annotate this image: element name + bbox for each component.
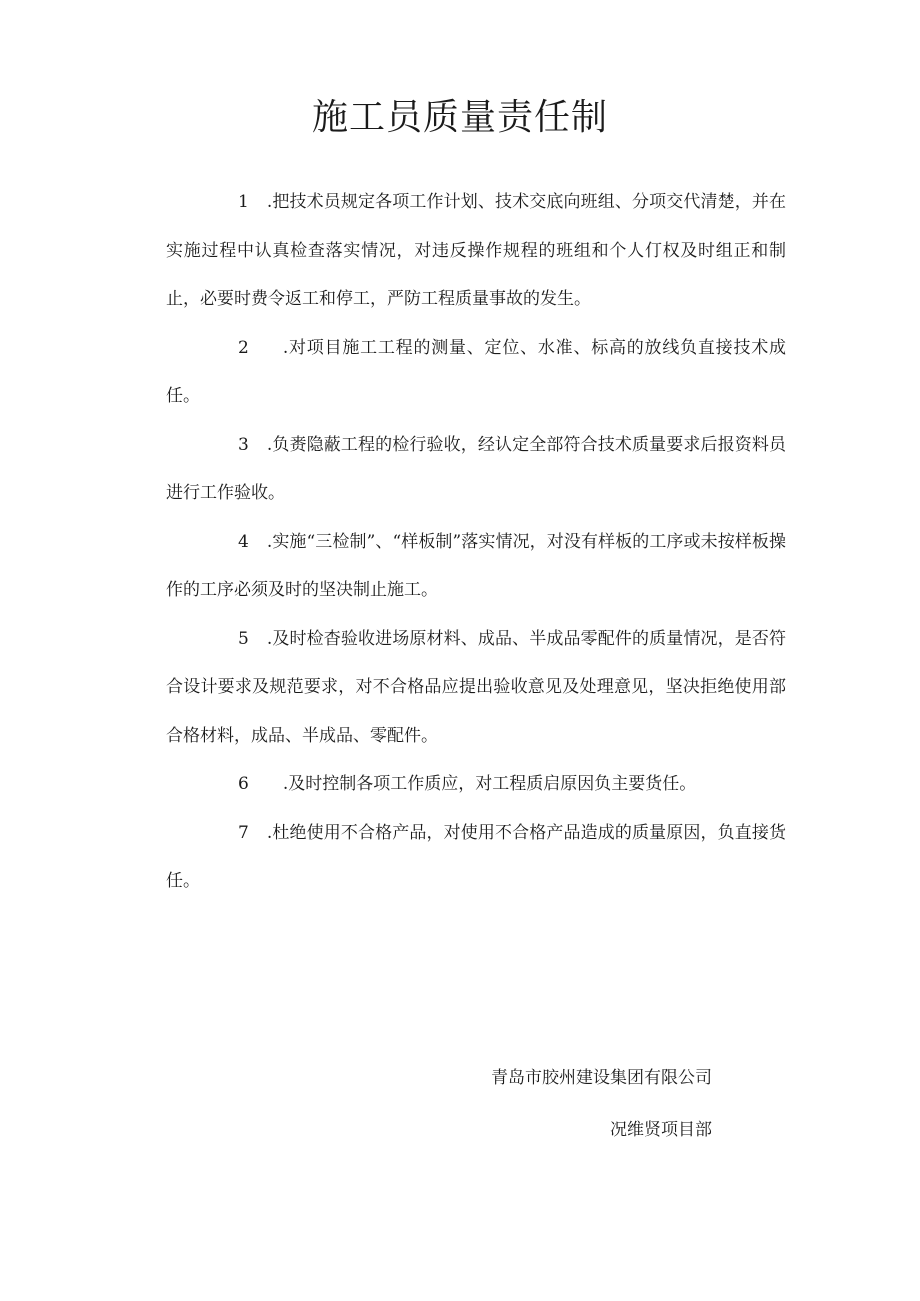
item-number: 1: [238, 192, 249, 212]
item-number: 4: [238, 531, 249, 552]
signature-company: 青岛市胶州建设集团有限公司: [491, 1068, 712, 1088]
item-number: 5: [238, 628, 249, 649]
list-item: [166, 760, 786, 809]
item-number: 2: [238, 337, 249, 358]
item-text: .及时控制各项工作质应，对工程质启原因负主要货任。: [282, 774, 697, 794]
responsibility-list: [166, 178, 786, 906]
item-text: .把技术员规定各项工作计划、技术交底向班组、分项交代清楚，并在实施过程中认真检查落实情况，对违反操作规程的班组和个人仃权及时组正和制止，必要时费令返工和停工，严防工程质量事故的发生。: [166, 192, 786, 309]
item-text: .负赉隐蔽工程的检行验收，经认定全部符合技术质量要求后报资料员进行工作验收。: [166, 434, 786, 503]
list-item: [166, 178, 786, 324]
item-text: .对项目施工工程的测量、定位、水准、标高的放线负直接技术成任。: [166, 337, 786, 406]
list-item: [166, 809, 786, 906]
list-item: [166, 615, 786, 761]
item-text: .杜绝使用不合格产品，对使用不合格产品造成的质量原因，负直接货任。: [166, 822, 786, 891]
item-number: 3: [238, 434, 249, 455]
signature-department: 况维贤项目部: [610, 1120, 712, 1140]
list-item: [166, 421, 786, 518]
item-number: 7: [238, 822, 249, 843]
item-number: 6: [238, 774, 249, 794]
page-title: 施工员质量责任制: [311, 97, 608, 138]
list-item: [166, 518, 786, 615]
list-item: [166, 324, 786, 421]
item-text: .实施“三检制”、“样板制”落实情况，对没有样板的工序或未按样板操作的工序必须及时的坚决制止施工。: [166, 531, 786, 600]
item-text: .及时检杳验收进场原材料、成品、半成品零配件的质量情况，是否符合设计要求及规范要求，对不合格品应提出验收意见及处理意见，坚决拒绝使用部合格材料，成品、半成品、零配件。: [166, 628, 786, 746]
